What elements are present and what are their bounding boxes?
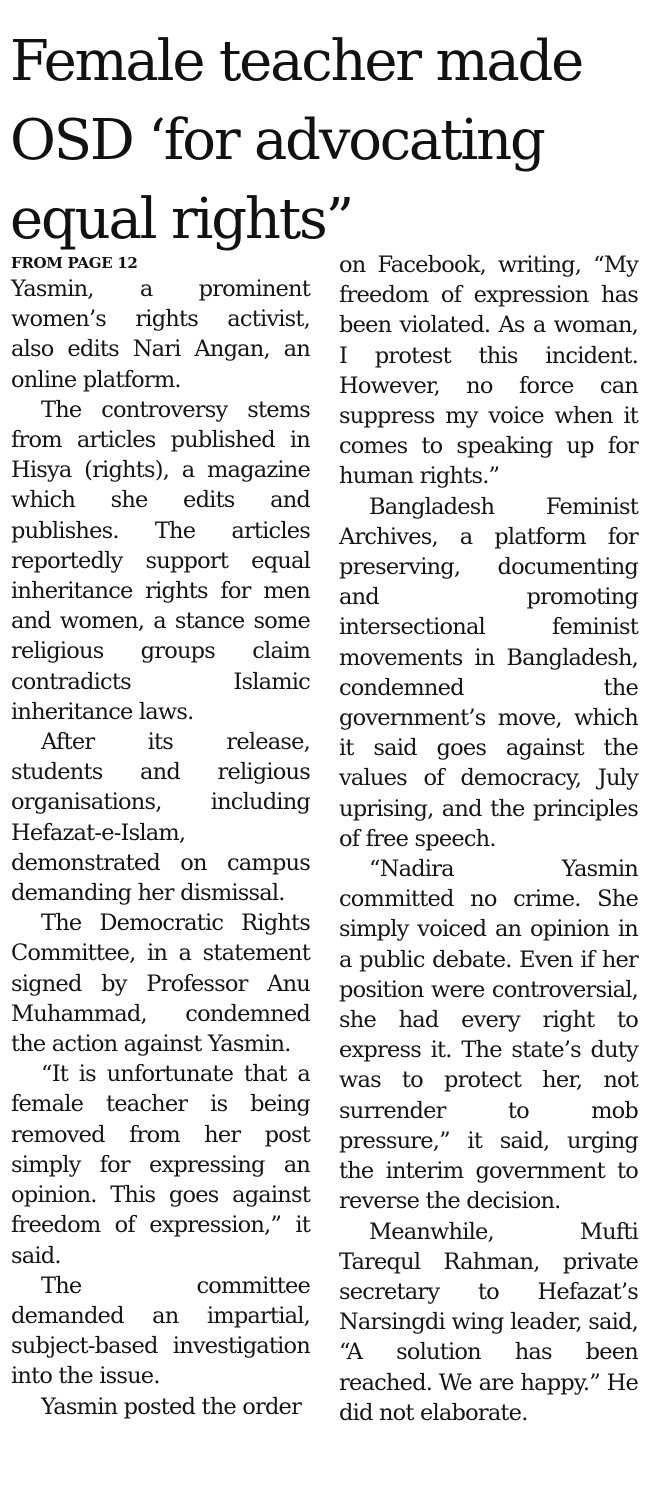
paragraph: Yasmin posted the order xyxy=(41,1393,302,1420)
paragraph: Yasmin, a prominent women’s rights activist, also edits Nari Angan, an online platform. xyxy=(11,276,310,393)
article-column-right xyxy=(339,250,638,1428)
article-column-left xyxy=(11,252,310,1422)
paragraph: After its release, students and religious organisations, including Hefazat-e-Islam, demonstrated on campus demanding her dismissal. xyxy=(11,729,310,907)
paragraph: Meanwhile, Mufti Tarequl Rahman, private secretary to Hefazat’s Narsingdi wing leader, said, “A solution has been reached. We are happy.” He did not elaborate. xyxy=(339,1218,638,1426)
dateline: FROM PAGE 12 xyxy=(11,254,138,272)
paragraph: The committee demanded an impartial, subject-based investigation into the issue. xyxy=(11,1272,310,1390)
headline: Female teacher made OSD ‘for advocating equal rights” xyxy=(10,29,583,252)
paragraph: on Facebook, writing, “My freedom of expression has been violated. As a woman, I protest this incident. However, no force can suppress my voice when it comes to speaking up for human rights.” xyxy=(339,252,638,490)
paragraph: The Democratic Rights Committee, in a statement signed by Professor Anu Muhammad, condemned the action against Yasmin. xyxy=(11,910,310,1058)
paragraph: Bangladesh Feminist Archives, a platform for preserving, documenting and promoting intersectional feminist movements in Bangladesh, condemned the government’s move, which it said goes against the values of democracy, July uprising, and the principles of free speech. xyxy=(339,493,638,852)
paragraph: The controversy stems from articles published in Hisya (rights), a magazine which she edits and publishes. The articles reportedly support equal inheritance rights for men and women, a stance some religious groups claim contradicts Islamic inheritance laws. xyxy=(11,396,310,725)
paragraph: “It is unfortunate that a female teacher is being removed from her post simply for expressing an opinion. This goes against freedom of expression,” it said. xyxy=(11,1061,310,1269)
paragraph: “Nadira Yasmin committed no crime. She simply voiced an opinion in a public debate. Even if her position were controversial, she had every right to express it. The state’s duty was to protect her, not surrender to mob pressure,” it said, urging the interim government to reverse the decision. xyxy=(339,856,638,1215)
